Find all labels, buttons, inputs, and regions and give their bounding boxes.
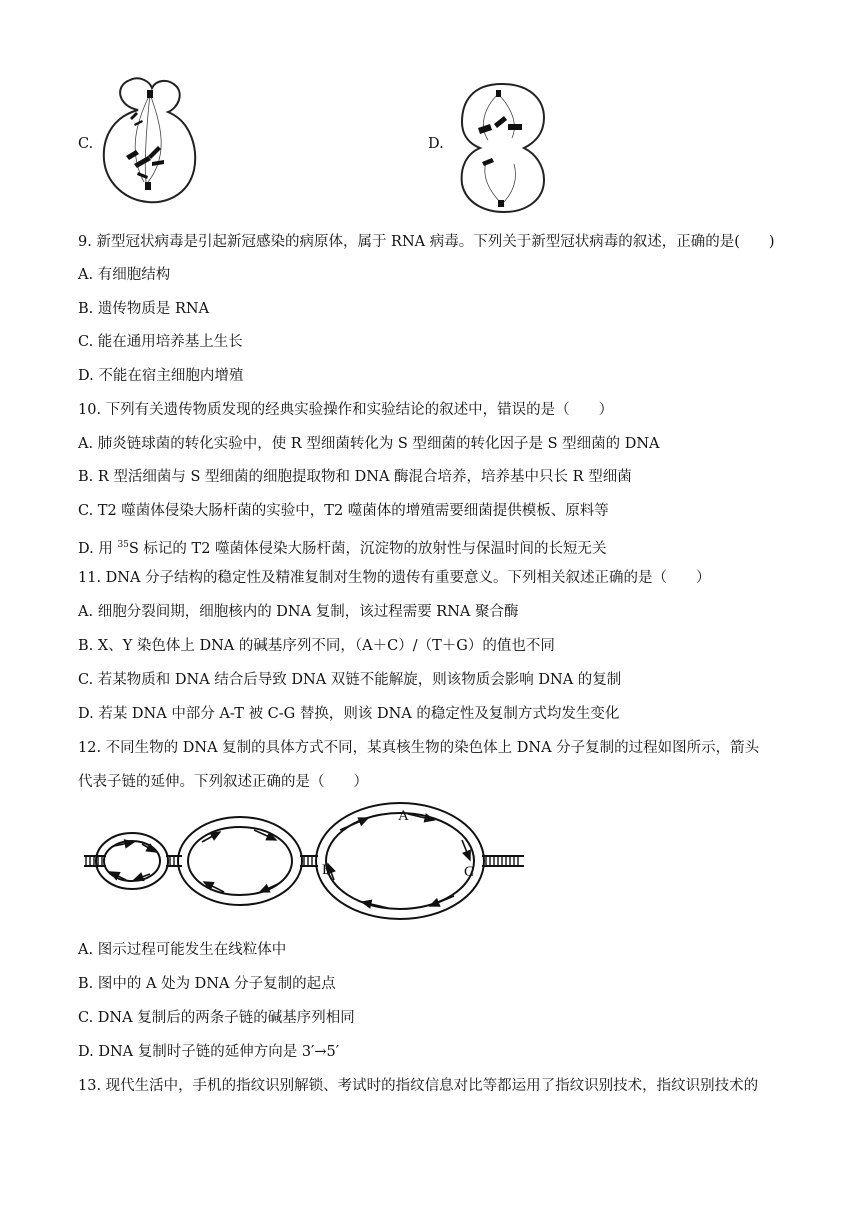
q9-option-b: B. 遗传物质是 RNA [78, 301, 210, 317]
q9-option-c: C. 能在通用培养基上生长 [78, 334, 243, 350]
q9-stem: 9. 新型冠状病毒是引起新冠感染的病原体，属于 RNA 病毒。下列关于新型冠状病毒的叙述，正确的是( ) [78, 234, 775, 250]
q10-option-a: A. 肺炎链球菌的转化实验中，使 R 型细菌转化为 S 型细菌的转化因子是 S 型细菌的 DNA [78, 436, 660, 452]
q11-option-d: D. 若某 DNA 中部分 A-T 被 C-G 替换，则该 DNA 的稳定性及复制方式均发生变化 [78, 706, 620, 722]
q12-stem-line1: 12. 不同生物的 DNA 复制的具体方式不同，某真核生物的染色体上 DNA 分子复制的过程如图所示，箭头 [78, 740, 760, 756]
q12-option-b: B. 图中的 A 处为 DNA 分子复制的起点 [78, 976, 336, 992]
figure-label-c: C [464, 864, 475, 880]
cell-division-figure-d [452, 80, 552, 216]
q11-option-c: C. 若某物质和 DNA 结合后导致 DNA 双链不能解旋，则该物质会影响 DNA 的复制 [78, 672, 622, 688]
cell-division-figure-c [100, 72, 202, 206]
q9-option-d: D. 不能在宿主细胞内增殖 [78, 368, 244, 384]
q10-option-d-prefix: D. 用 [78, 541, 118, 557]
isotope-mass-number: 35 [117, 540, 129, 550]
q12-option-d: D. DNA 复制时子链的延伸方向是 3′→5′ [78, 1044, 340, 1060]
q11-option-a: A. 细胞分裂间期，细胞核内的 DNA 复制，该过程需要 RNA 聚合酶 [78, 604, 519, 620]
q10-option-d-suffix: S 标记的 T2 噬菌体侵染大肠杆菌，沉淀物的放射性与保温时间的长短无关 [128, 541, 607, 557]
q10-option-c: C. T2 噬菌体侵染大肠杆菌的实验中，T2 噬菌体的增殖需要细菌提供模板、原料等 [78, 503, 609, 519]
q10-stem: 10. 下列有关遗传物质发现的经典实验操作和实验结论的叙述中，错误的是（ ） [78, 402, 614, 418]
q13-stem-line1: 13. 现代生活中，手机的指纹识别解锁、考试时的指纹信息对比等都运用了指纹识别技术，指纹识别技术的 [78, 1078, 759, 1094]
q11-stem: 11. DNA 分子结构的稳定性及精准复制对生物的遗传有重要意义。下列相关叙述正确的是（ ） [78, 570, 711, 586]
q12-option-a: A. 图示过程可能发生在线粒体中 [78, 942, 287, 958]
q10-option-b: B. R 型活细菌与 S 型细菌的细胞提取物和 DNA 酶混合培养，培养基中只长 R 型细菌 [78, 469, 632, 485]
q12-stem-line2: 代表子链的延伸。下列叙述正确的是（ ） [78, 774, 368, 790]
q11-option-b: B. X、Y 染色体上 DNA 的碱基序列不同，（A＋C）/（T＋G）的值也不同 [78, 638, 555, 654]
option-d-label: D. [428, 136, 444, 152]
dna-replication-figure [82, 800, 532, 930]
option-c-label: C. [78, 136, 94, 152]
q12-option-c: C. DNA 复制后的两条子链的碱基序列相同 [78, 1010, 355, 1026]
figure-label-b: B [322, 862, 333, 878]
q9-option-a: A. 有细胞结构 [78, 267, 171, 283]
figure-label-a: A [398, 808, 409, 824]
q10-option-d [78, 535, 607, 559]
